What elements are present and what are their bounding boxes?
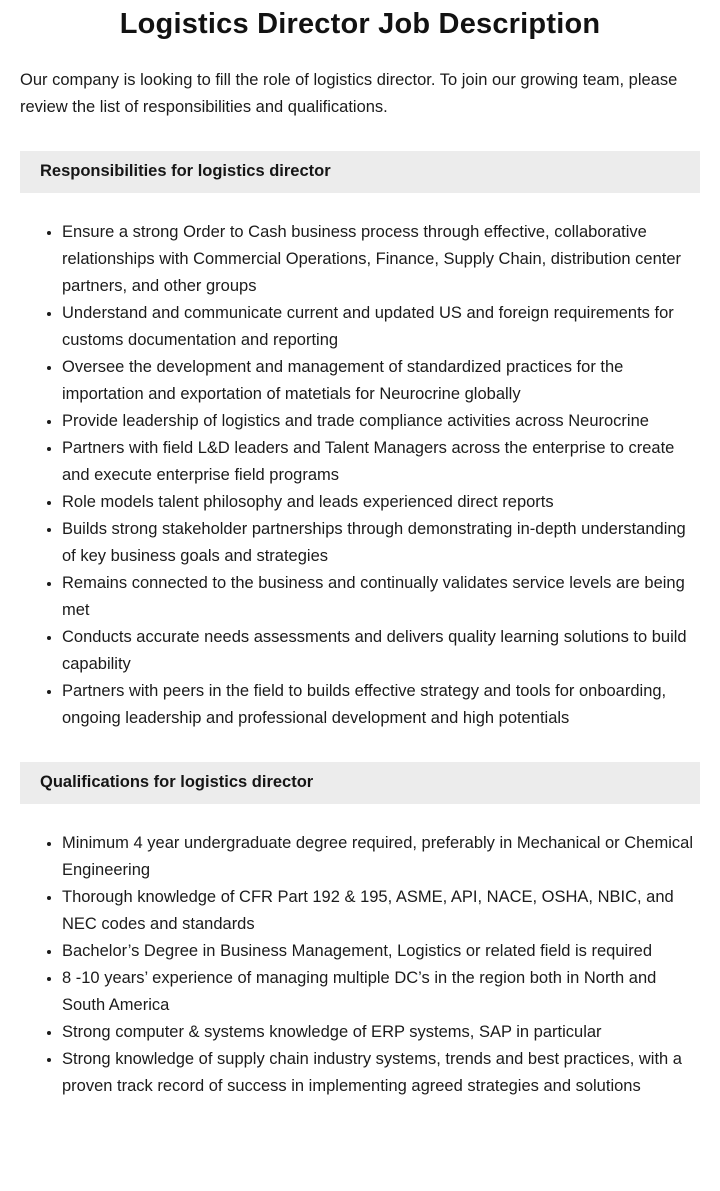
list-item: • Conducts accurate needs assessments and delivers quality learning solutions to build capability bbox=[62, 624, 700, 678]
list-item: • 8 -10 years’ experience of managing multiple DC’s in the region both in North and South America bbox=[62, 965, 700, 1019]
responsibilities-list bbox=[20, 219, 700, 732]
responsibilities-heading: Responsibilities for logistics director bbox=[20, 151, 700, 193]
page-title: Logistics Director Job Description bbox=[119, 8, 601, 40]
list-item: • Role models talent philosophy and leads experienced direct reports bbox=[62, 489, 700, 516]
qualifications-list bbox=[20, 830, 700, 1100]
responsibilities-section bbox=[20, 151, 700, 732]
list-item: • Bachelor’s Degree in Business Management, Logistics or related field is required bbox=[62, 938, 700, 965]
list-item: • Oversee the development and management of standardized practices for the importation and exportation of matetials for Neurocrine globally bbox=[62, 354, 700, 408]
list-item: • Ensure a strong Order to Cash business process through effective, collaborative relationships with Commercial Operations, Finance, Supply Chain, distribution center partners, and other groups bbox=[62, 219, 700, 300]
list-item: • Remains connected to the business and continually validates service levels are being met bbox=[62, 570, 700, 624]
list-item: • Strong knowledge of supply chain industry systems, trends and best practices, with a proven track record of success in implementing agreed strategies and solutions bbox=[62, 1046, 700, 1100]
qualifications-section bbox=[20, 762, 700, 1100]
list-item: • Understand and communicate current and updated US and foreign requirements for customs documentation and reporting bbox=[62, 300, 700, 354]
list-item: • Minimum 4 year undergraduate degree required, preferably in Mechanical or Chemical Engineering bbox=[62, 830, 700, 884]
qualifications-heading: Qualifications for logistics director bbox=[20, 762, 700, 804]
list-item: • Provide leadership of logistics and trade compliance activities across Neurocrine bbox=[62, 408, 700, 435]
list-item: • Thorough knowledge of CFR Part 192 & 195, ASME, API, NACE, OSHA, NBIC, and NEC codes and standards bbox=[62, 884, 700, 938]
list-item: • Partners with peers in the field to builds effective strategy and tools for onboarding, ongoing leadership and professional development and high potentials bbox=[62, 678, 700, 732]
list-item: • Partners with field L&D leaders and Talent Managers across the enterprise to create and execute enterprise field programs bbox=[62, 435, 700, 489]
intro-paragraph: Our company is looking to fill the role of logistics director. To join our growing team, please review the list of responsibilities and qualifications. bbox=[20, 71, 678, 116]
list-item: • Builds strong stakeholder partnerships through demonstrating in-depth understanding of key business goals and strategies bbox=[62, 516, 700, 570]
list-item: • Strong computer & systems knowledge of ERP systems, SAP in particular bbox=[62, 1019, 700, 1046]
